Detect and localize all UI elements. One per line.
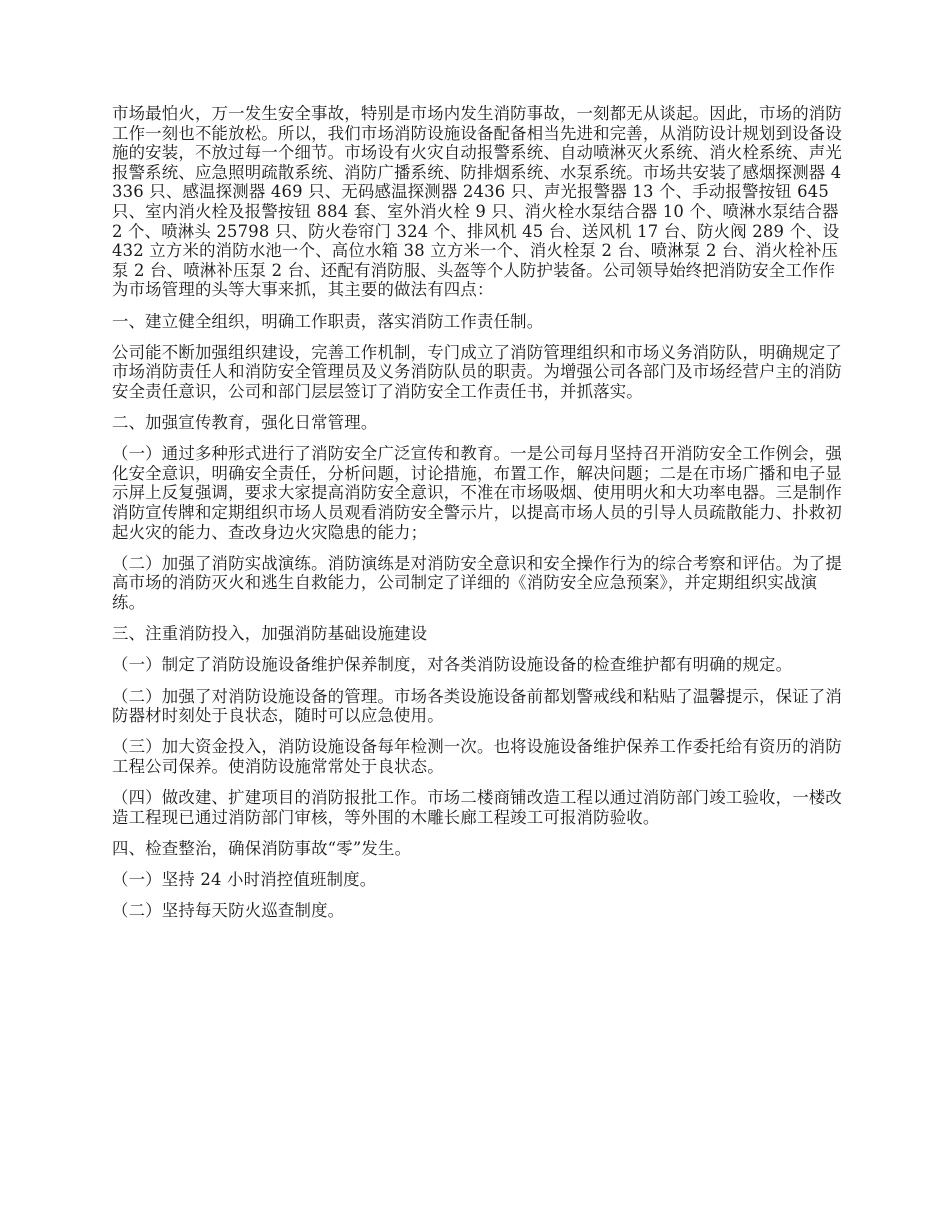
section-2-item-1: （一）通过多种形式进行了消防安全广泛宣传和教育。一是公司每月坚持召开消防安全工作例会，强化安全意识，明确安全责任，分析问题，讨论措施，布置工作，解决问题；二是在市场广播和电子显示屏上反复强调，要求大家提高消防安全意识，不准在市场吸烟、使用明火和大功率电器。三是制作消防宣传牌和定期组织市场人员观看消防安全警示片，以提高市场人员的引导人员疏散能力、扑救初起火灾的能力、查改身边火灾隐患的能力； (112, 444, 842, 542)
section-2-item-2: （二）加强了消防实战演练。消防演练是对消防安全意识和安全操作行为的综合考察和评估。为了提高市场的消防灭火和逃生自救能力，公司制定了详细的《消防安全应急预案》，并定期组织实战演练。 (112, 553, 842, 613)
document-page (112, 104, 842, 933)
section-3-item-1: （一）制定了消防设施设备维护保养制度，对各类消防设施设备的检查维护都有明确的规定。 (112, 655, 793, 675)
section-3-item-2: （二）加强了对消防设施设备的管理。市场各类设施设备前都划警戒线和粘贴了温馨提示，保证了消防器材时刻处于良状态，随时可以应急使用。 (112, 686, 842, 726)
section-3-item-4: （四）做改建、扩建项目的消防报批工作。市场二楼商铺改造工程以通过消防部门竣工验收，一楼改造工程现已通过消防部门审核，等外围的木雕长廊工程竣工可报消防验收。 (112, 788, 842, 827)
section-heading-3: 三、注重消防投入，加强消防基础设施建设 (112, 624, 428, 644)
section-heading-4: 四、检查整治，确保消防事故“零”发生。 (112, 838, 412, 858)
section-heading-2: 二、加强宣传教育，强化日常管理。 (112, 413, 378, 433)
section-heading-1: 一、建立健全组织，明确工作职责，落实消防工作责任制。 (112, 311, 544, 331)
section-4-item-1: （一）坚持 24 小时消控值班制度。 (112, 870, 377, 890)
section-1-paragraph: 公司能不断加强组织建设，完善工作机制，专门成立了消防管理组织和市场义务消防队，明确规定了市场消防责任人和消防安全管理员及义务消防队员的职责。为增强公司各部门及市场经营户主的消防安全责任意识，公司和部门层层签订了消防安全工作责任书，并抓落实。 (112, 342, 842, 401)
intro-paragraph: 市场最怕火，万一发生安全事故，特别是市场内发生消防事故，一刻都无从谈起。因此，市场的消防工作一刻也不能放松。所以，我们市场消防设施设备配备相当先进和完善，从消防设计规划到设备设施的安装，不放过每一个细节。市场设有火灾自动报警系统、自动喷淋灭火系统、消火栓系统、声光报警系统、应急照明疏散系统、消防广播系统、防排烟系统、水泵系统。市场共安装了感烟探测器 4336 只、感温探测器 469 只、无码感温探测器 2436 只、声光报警器 13 个、手动报警按钮 645 只、室内消火栓及报警按钮 884 套、室外消火栓 9 只、消火栓水泵结合器 10 个、喷淋水泵结合器 2 个、喷淋头 25798 只、防火卷帘门 324 个、排风机 45 台、送风机 17 台、防火阀 289 个、设 432 立方米的消防水池一个、高位水箱 38 立方米一个、消火栓泵 2 台、喷淋泵 2 台、消火栓补压泵 2 台、喷淋补压泵 2 台、还配有消防服、头盔等个人防护装备。公司领导始终把消防安全工作作为市场管理的头等大事来抓，其主要的做法有四点： (112, 104, 842, 300)
section-4-item-2: （二）坚持每天防火巡查制度。 (112, 901, 345, 921)
section-3-item-3: （三）加大资金投入，消防设施设备每年检测一次。也将设施设备维护保养工作委托给有资历的消防工程公司保养。使消防设施常常处于良状态。 (112, 737, 842, 776)
